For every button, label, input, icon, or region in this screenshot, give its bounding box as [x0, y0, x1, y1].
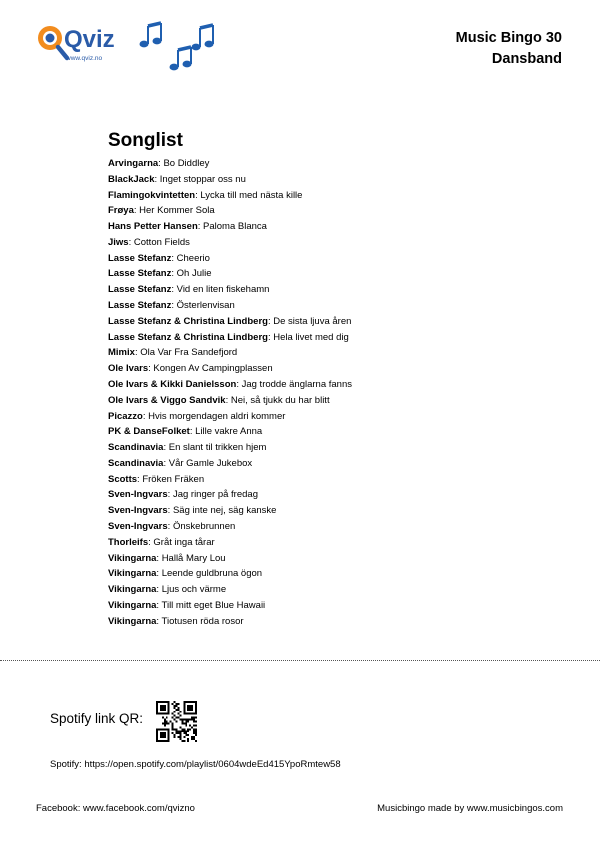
song-title: Kongen Av Campingplassen [153, 363, 273, 375]
song-title: Tiotusen röda rosor [161, 615, 244, 627]
song-list-item [108, 472, 352, 488]
song-title: Lycka till med nästa kille [200, 189, 303, 201]
song-separator: : [189, 426, 196, 438]
song-list-item [108, 203, 352, 219]
song-title: Önskebrunnen [172, 520, 236, 532]
song-artist: Vikingarna [108, 552, 157, 564]
song-separator: : [148, 536, 154, 548]
song-title: Her Kommer Sola [139, 205, 215, 217]
song-list [108, 156, 352, 629]
song-title: Ljus och värme [161, 584, 227, 596]
song-artist: Ole Ivars & Kikki Danielsson [108, 378, 237, 390]
song-separator: : [142, 410, 149, 422]
song-list-item [108, 566, 352, 582]
songlist-heading: Songlist [108, 130, 183, 151]
song-artist: Thorleifs [108, 536, 149, 548]
song-title: Paloma Blanca [203, 221, 267, 233]
song-list-item [108, 188, 352, 204]
song-title: Vid en liten fiskehamn [176, 284, 270, 296]
song-artist: Vikingarna [108, 568, 157, 580]
song-separator: : [163, 442, 169, 454]
bingo-subtitle: Dansband [491, 51, 562, 67]
song-title: Hvis morgendagen aldri kommer [148, 410, 286, 422]
song-title: Bo Diddley [163, 158, 210, 169]
song-separator: : [156, 552, 162, 564]
song-artist: Ole Ivars [108, 363, 149, 375]
song-list-item [108, 282, 352, 298]
song-artist: BlackJack [108, 173, 155, 185]
song-artist: Vikingarna [108, 615, 157, 627]
song-separator: : [133, 205, 140, 217]
song-separator: : [171, 300, 177, 312]
song-list-item [108, 377, 352, 393]
song-list-item [108, 409, 352, 425]
song-artist: Vikingarna [108, 599, 157, 611]
song-title: En slant til trikken hjem [168, 442, 267, 454]
song-artist: Scandinavia [108, 457, 164, 469]
song-title: Hallå Mary Lou [161, 552, 226, 564]
song-list-item [108, 424, 352, 440]
song-separator: : [156, 599, 162, 611]
song-separator: : [156, 615, 162, 627]
song-list-item [108, 503, 352, 519]
song-separator: : [163, 457, 169, 469]
song-list-item [108, 393, 352, 409]
song-title: Cheerio [176, 252, 210, 264]
song-separator: : [154, 173, 160, 185]
song-artist: Picazzo [108, 410, 143, 422]
song-artist: Lasse Stefanz [108, 268, 172, 280]
song-list-item [108, 314, 352, 330]
song-list-item [108, 219, 352, 235]
song-artist: Jiws [108, 236, 129, 248]
song-list-item [108, 582, 352, 598]
song-title: Leende guldbruna ögon [161, 568, 263, 580]
song-list-item [108, 251, 352, 267]
song-separator: : [267, 331, 274, 343]
song-separator: : [156, 584, 162, 596]
song-artist: Arvingarna [108, 158, 159, 169]
song-title: Oh Julie [176, 268, 212, 280]
song-separator: : [137, 473, 143, 485]
song-list-item [108, 266, 352, 282]
song-separator: : [197, 221, 204, 233]
song-list-item [108, 440, 352, 456]
qviz-logo [36, 18, 126, 70]
song-list-item [108, 298, 352, 314]
song-separator: : [167, 520, 173, 532]
song-list-item [108, 330, 352, 346]
spotify-link[interactable]: Spotify: https://open.spotify.com/playlist/0604wdeEd415YpoRmtew58 [50, 759, 341, 770]
logo-brand-text: Qviz [64, 26, 115, 53]
song-list-item [108, 614, 352, 630]
song-list-item [108, 551, 352, 567]
song-list-item [108, 172, 352, 188]
song-artist: PK & DanseFolket [108, 426, 190, 438]
song-list-item [108, 456, 352, 472]
song-separator: : [225, 394, 231, 406]
song-list-item [108, 519, 352, 535]
song-title: Fröken Fräken [142, 473, 205, 485]
song-list-item [108, 235, 352, 251]
footer-credit: Musicbingo made by www.musicbingos.com [377, 803, 563, 814]
song-artist: Lasse Stefanz & Christina Lindberg [108, 331, 268, 343]
song-title: Österlenvisan [176, 300, 235, 312]
song-title: Hela livet med dig [273, 331, 349, 343]
song-separator: : [156, 568, 162, 580]
qr-label: Spotify link QR: [50, 711, 144, 726]
song-separator: : [128, 236, 134, 248]
song-separator: : [171, 284, 177, 296]
song-artist: Mimix [108, 347, 135, 359]
spotify-qr-code[interactable] [156, 700, 197, 743]
song-title: Jag ringer på fredag [172, 489, 258, 501]
song-artist: Lasse Stefanz [108, 300, 172, 312]
song-separator: : [158, 158, 164, 169]
song-artist: Hans Petter Hansen [108, 221, 198, 233]
song-artist: Scotts [108, 473, 138, 485]
song-artist: Scandinavia [108, 442, 164, 454]
footer-facebook: Facebook: www.facebook.com/qvizno [36, 803, 195, 814]
song-artist: Vikingarna [108, 584, 157, 596]
song-title: Gråt inga tårar [153, 536, 215, 548]
song-separator: : [134, 347, 141, 359]
divider [0, 660, 600, 661]
header [456, 28, 562, 70]
song-artist: Lasse Stefanz & Christina Lindberg [108, 315, 268, 327]
song-separator: : [267, 315, 274, 327]
song-list-item [108, 598, 352, 614]
song-title: Vår Gamle Jukebox [168, 457, 253, 469]
song-artist: Sven-Ingvars [108, 505, 168, 517]
song-separator: : [167, 505, 173, 517]
song-list-item [108, 156, 352, 172]
song-artist: Frøya [108, 205, 134, 217]
song-list-item [108, 535, 352, 551]
song-separator: : [171, 252, 177, 264]
bingo-title: Music Bingo 30 [455, 30, 562, 46]
song-separator: : [148, 363, 154, 375]
song-title: Lille vakre Anna [195, 426, 263, 438]
song-separator: : [195, 189, 201, 201]
music-notes-icon [130, 14, 220, 72]
song-artist: Ole Ivars & Viggo Sandvik [108, 394, 226, 406]
song-separator: : [236, 378, 242, 390]
qviz-logo-graphic [36, 18, 126, 70]
song-separator: : [171, 268, 177, 280]
song-title: Nei, så tjukk du har blitt [230, 394, 330, 406]
logo-url-text: www.qviz.no [66, 55, 103, 62]
song-title: Cotton Fields [133, 236, 190, 248]
song-artist: Lasse Stefanz [108, 252, 172, 264]
song-title: De sista ljuva åren [273, 315, 352, 327]
song-list-item [108, 345, 352, 361]
song-title: Säg inte nej, säg kanske [172, 505, 277, 517]
song-artist: Sven-Ingvars [108, 520, 168, 532]
song-list-item [108, 487, 352, 503]
song-artist: Sven-Ingvars [108, 489, 168, 501]
song-title: Till mitt eget Blue Hawaii [161, 599, 266, 611]
song-title: Ola Var Fra Sandefjord [140, 347, 238, 359]
song-list-item [108, 361, 352, 377]
song-artist: Flamingokvintetten [108, 189, 196, 201]
song-title: Jag trodde änglarna fanns [241, 378, 352, 390]
song-title: Inget stoppar oss nu [159, 173, 246, 185]
song-artist: Lasse Stefanz [108, 284, 172, 296]
song-separator: : [167, 489, 173, 501]
